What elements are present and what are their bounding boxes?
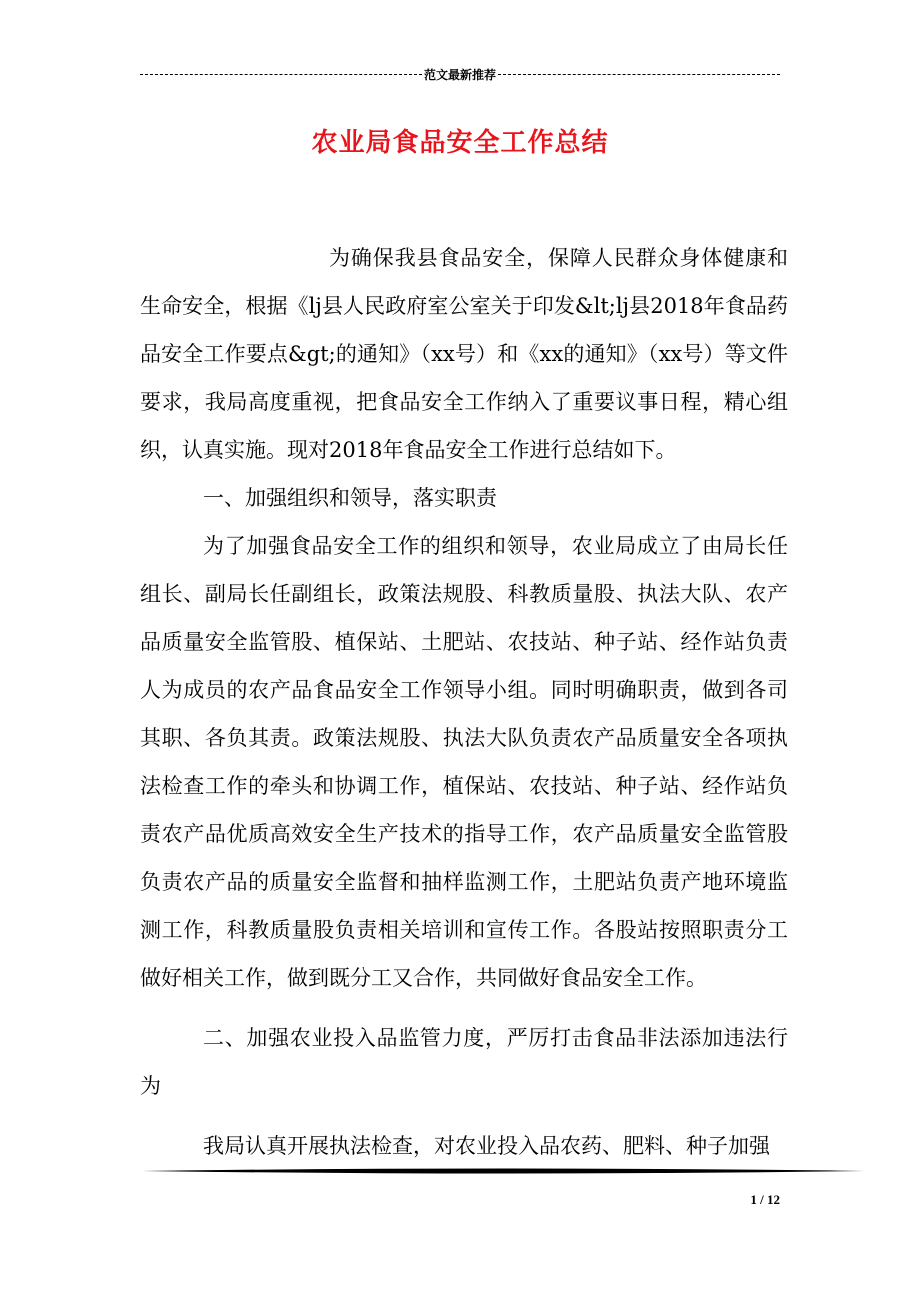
header-label: 范文最新推荐 [424, 68, 497, 82]
section-heading-1: 一、加强组织和领导，落实职责 [203, 486, 497, 510]
document-title: 农业局食品安全工作总结 [311, 128, 609, 158]
page-header [140, 66, 780, 83]
page-number: 1 / 12 [750, 1192, 780, 1207]
paragraph-section-2: 我局认真开展执法检查，对农业投入品农药、肥料、种子加强 [203, 1134, 770, 1158]
paragraph-intro: 为确保我县食品安全，保障人民群众身体健康和生命安全，根据《lj县人民政府室公室关于印发&lt;lj县2018年食品药品安全工作要点&gt;的通知》（xx号）和《xx的通知》（xx号）等文件要求，我局高度重视，把食品安全工作纳入了重要议事日程，精心组织，认真实施。现对2018年食品安全工作进行总结如下。 [140, 246, 788, 462]
paragraph-section-1: 为了加强食品安全工作的组织和领导，农业局成立了由局长任组长、副局长任副组长，政策法规股、科教质量股、执法大队、农产品质量安全监管股、植保站、土肥站、农技站、种子站、经作站负责人为成员的农产品食品安全工作领导小组。同时明确职责，做到各司其职、各负其责。政策法规股、执法大队负责农产品质量安全各项执法检查工作的牵头和协调工作，植保站、农技站、种子站、经作站负责农产品优质高效安全生产技术的指导工作，农产品质量安全监管股负责农产品的质量安全监督和抽样监测工作，土肥站负责产地环境监测工作，科教质量股负责相关培训和宣传工作。各股站按照职责分工做好相关工作，做到既分工又合作，共同做好食品安全工作。 [140, 534, 788, 990]
document-body [140, 234, 788, 1170]
footer-rule [142, 1166, 864, 1176]
header-dash-right [498, 74, 780, 75]
section-heading-2: 二、加强农业投入品监管力度，严厉打击食品非法添加违法行为 [140, 1026, 788, 1098]
header-dash-left [140, 74, 422, 75]
